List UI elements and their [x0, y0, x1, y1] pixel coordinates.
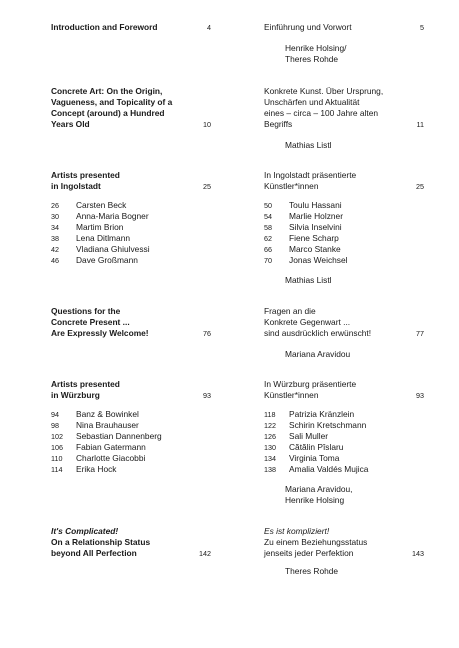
toc-entry-artists-wuerzburg [51, 379, 211, 474]
toc-entry-kuenstler-wuerzburg [264, 379, 424, 505]
toc-entry-title: Introduction and Foreword [51, 22, 158, 32]
toc-entry-title: Konkrete Kunst. Über Ursprung, Unschärfen und Aktualität eines – circa – 100 Jahre alten Begriffs [264, 86, 384, 129]
list-item: 62 Fiene Scharp [264, 233, 339, 243]
list-item: 106 Fabian Gatermann [51, 442, 146, 452]
toc-page-number: 4 [207, 23, 211, 32]
toc-page-number: 93 [203, 391, 211, 400]
toc-entry-author: Theres Rohde [285, 566, 339, 576]
toc-entry-its-complicated [51, 526, 211, 559]
toc-page-number: 10 [203, 120, 211, 129]
toc-page-number: 143 [412, 549, 424, 558]
list-item: 46 Dave Großmann [51, 255, 138, 265]
list-item: 66 Marco Stanke [264, 244, 341, 254]
list-item: 30 Anna-Maria Bogner [51, 211, 149, 221]
toc-entry-title: In Würzburg präsentierte Künstler*innen [264, 379, 357, 400]
list-item: 58 Silvia Inselvini [264, 222, 342, 232]
toc-entry-author: Henrike Holsing/ Theres Rohde [285, 43, 347, 64]
toc-entry-artists-ingolstadt [51, 170, 211, 265]
toc-page-number: 93 [416, 391, 424, 400]
list-item: 34 Martim Brion [51, 222, 124, 232]
toc-entry-title: Concrete Art: On the Origin, Vagueness, and Topicality of a Concept (around) a Hundred Years Old [51, 86, 173, 129]
toc-entry-fragen [264, 306, 424, 359]
list-item: 130 Cătălin Pîslaru [264, 442, 344, 452]
list-item: 138 Amalia Valdés Mujica [264, 464, 369, 474]
toc-entry-kuenstler-ingolstadt [264, 170, 424, 285]
list-item: 126 Sali Muller [264, 431, 329, 441]
list-item: 98 Nina Brauhauser [51, 420, 139, 430]
toc-entry-title: It's Complicated! On a Relationship Status beyond All Perfection [51, 526, 151, 558]
toc-page-number: 25 [203, 182, 211, 191]
list-item: 134 Virginia Toma [264, 453, 340, 463]
artist-list [264, 200, 424, 266]
toc-entry-title: Artists presented in Würzburg [51, 379, 120, 400]
toc-entry-introduction [51, 22, 211, 33]
toc-entry-einfuehrung [264, 22, 424, 64]
list-item: 118 Patrizia Kränzlein [264, 409, 355, 419]
toc-page-number: 25 [416, 182, 424, 191]
artist-list [51, 200, 211, 266]
toc-page-number: 142 [199, 549, 211, 558]
toc-page-number: 5 [420, 23, 424, 32]
toc-page-number: 11 [416, 120, 424, 129]
toc-entry-author: Mathias Listl [285, 140, 332, 150]
list-item: 42 Vladiana Ghiulvessi [51, 244, 150, 254]
toc-entry-title: Fragen an die Konkrete Gegenwart ... sind ausdrücklich erwünscht! [264, 306, 372, 338]
toc-entry-author: Mariana Aravidou, Henrike Holsing [285, 484, 353, 505]
list-item: 70 Jonas Weichsel [264, 255, 348, 265]
list-item: 38 Lena Ditlmann [51, 233, 131, 243]
list-item: 102 Sebastian Dannenberg [51, 431, 162, 441]
toc-entry-author: Mathias Listl [285, 275, 332, 285]
toc-page-number: 76 [203, 329, 211, 338]
list-item: 110 Charlotte Giacobbi [51, 453, 146, 463]
list-item: 94 Banz & Bowinkel [51, 409, 139, 419]
toc-entry-es-ist-kompliziert [264, 526, 424, 576]
toc-entry-concrete-art [51, 86, 211, 130]
list-item: 114 Erika Hock [51, 464, 117, 474]
artist-list [264, 409, 424, 475]
artist-list [51, 409, 211, 475]
list-item: 26 Carsten Beck [51, 200, 127, 210]
list-item: 122 Schirin Kretschmann [264, 420, 367, 430]
toc-entry-author: Mariana Aravidou [285, 349, 351, 359]
toc-entry-title: Es ist kompliziert! Zu einem Beziehungsstatus jenseits jeder Perfektion [264, 526, 368, 558]
toc-entry-title: In Ingolstadt präsentierte Künstler*innen [264, 170, 357, 191]
list-item: 50 Toulu Hassani [264, 200, 342, 210]
list-item: 54 Marlie Holzner [264, 211, 343, 221]
toc-entry-title: Artists presented in Ingolstadt [51, 170, 120, 191]
toc-entry-konkrete-kunst [264, 86, 424, 150]
toc-entry-title: Questions for the Concrete Present ... Are Expressly Welcome! [51, 306, 149, 338]
toc-entry-title: Einführung und Vorwort [264, 22, 352, 32]
toc-entry-questions [51, 306, 211, 339]
toc-page-number: 77 [416, 329, 424, 338]
